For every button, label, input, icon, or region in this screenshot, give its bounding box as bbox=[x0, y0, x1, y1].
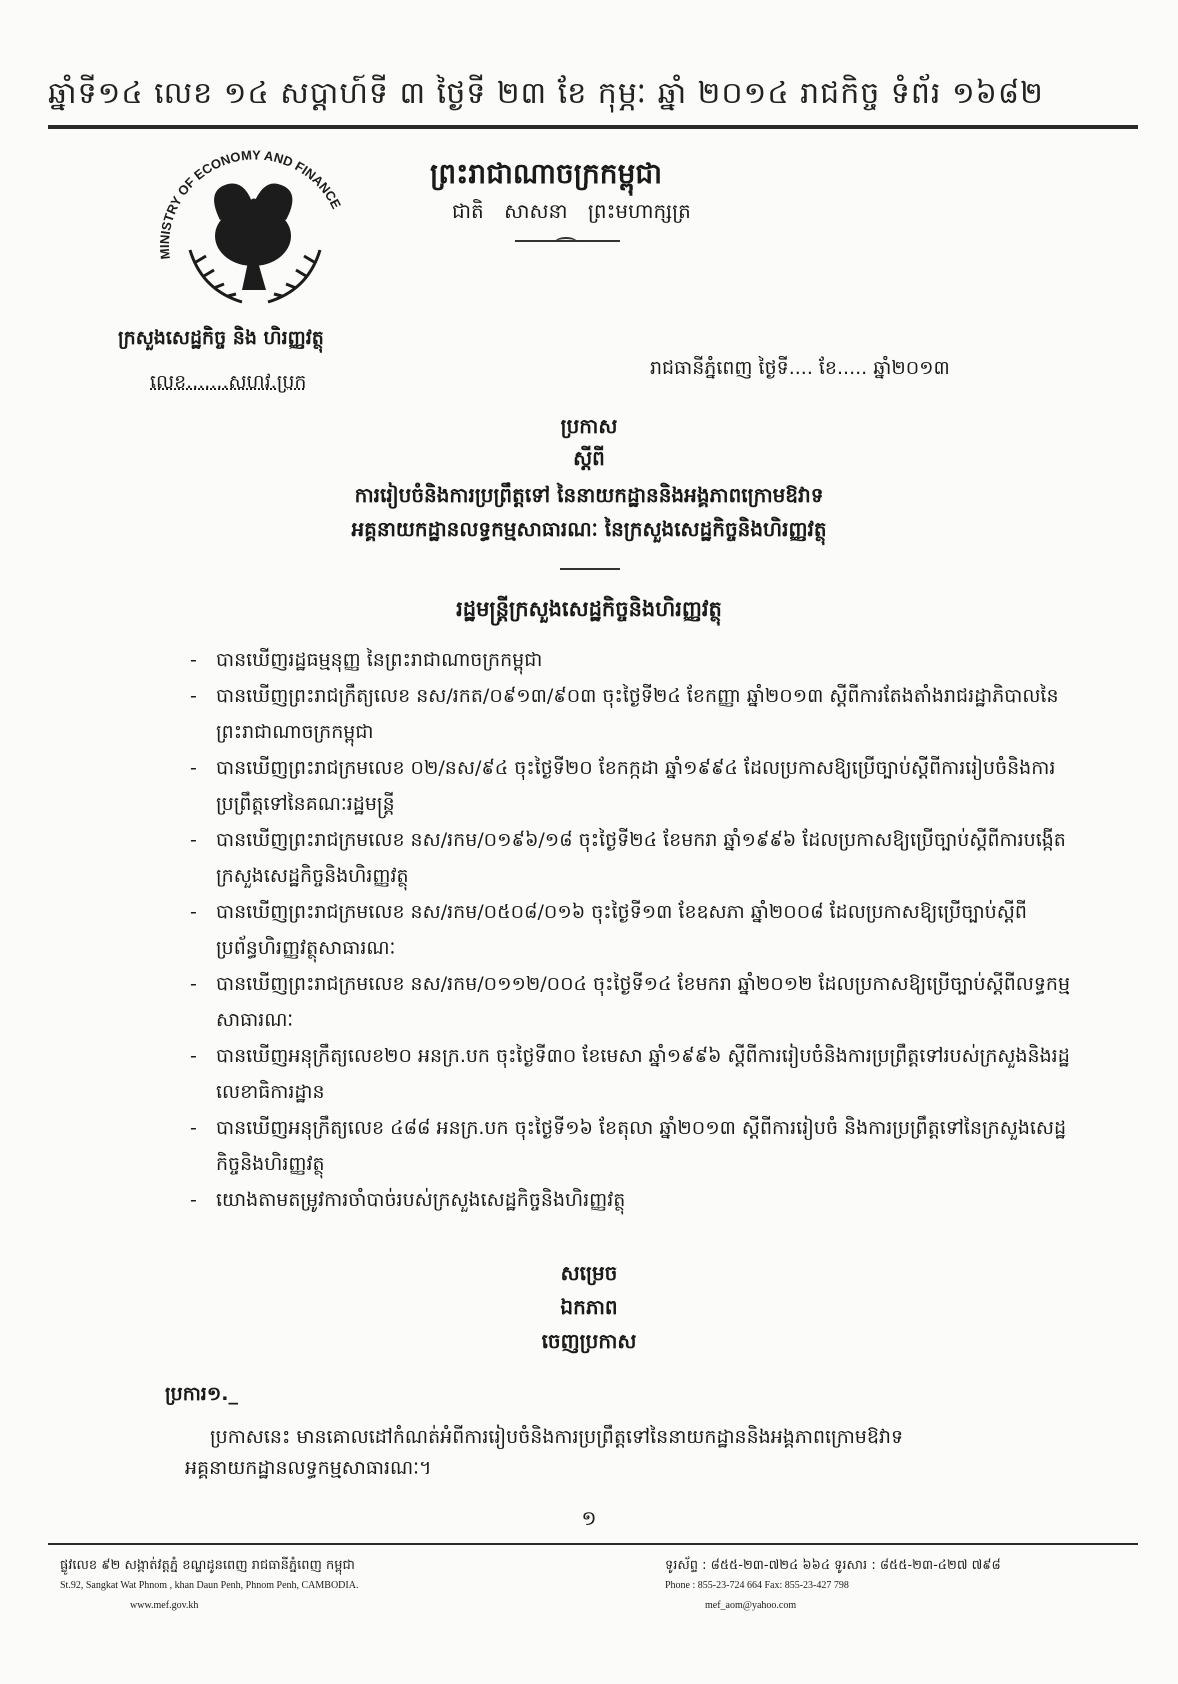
decision-heading: សម្រេច bbox=[560, 1261, 618, 1285]
approval-heading: ឯកភាព bbox=[560, 1295, 618, 1319]
page-number: ១ bbox=[581, 1506, 597, 1530]
preamble-item: - បានឃើញព្រះរាជក្រមលេខ ០២/នស/៩៤ ចុះថ្ងៃទី២០ ខែកក្កដា ឆ្នាំ១៩៩៤ ដែលប្រកាសឱ្យប្រើច្បាប់ស្តីពីការរៀបចំនិងការប្រព្រឹត្តទៅនៃគណៈរដ្ឋមន្ត្រី bbox=[190, 750, 1090, 822]
footer-contact bbox=[665, 1556, 1001, 1616]
subject-line-1: ការរៀបចំនិងការប្រព្រឹត្តទៅ នៃនាយកដ្ឋាននិងអង្គភាពក្រោមឱវាទ bbox=[354, 483, 824, 507]
issuance-heading: ចេញប្រកាស bbox=[541, 1329, 637, 1353]
footer-address-km: ផ្លូវលេខ ៩២ សង្កាត់វត្តភ្នំ ខណ្ឌដូនពេញ រាជធានីភ្នំពេញ កម្ពុជា bbox=[60, 1558, 355, 1573]
preamble-item: - បានឃើញអនុក្រឹត្យលេខ ៤៨៨ អនក្រ.បក ចុះថ្ងៃទី១៦ ខែតុលា ឆ្នាំ២០១៣ ស្តីពីការរៀបចំ និងការប្រព្រឹត្តទៅនៃក្រសួងសេដ្ឋកិច្ចនិងហិរញ្ញវត្ថុ bbox=[190, 1110, 1090, 1182]
seal-text: MINISTRY OF ECONOMY AND FINANCE bbox=[156, 150, 345, 260]
reference-number: លេខ.......សហវ.ប្រក bbox=[150, 371, 307, 393]
footer-phone-en: Phone : 855-23-724 664 Fax: 855-23-427 798 bbox=[665, 1580, 849, 1591]
regarding-label: ស្តីពី bbox=[573, 446, 605, 470]
gazette-header: ឆ្នាំទី១៤ លេខ ១៤ សប្តាហ៍ទី ៣ ថ្ងៃទី ២៣ ខែ កុម្ភៈ ឆ្នាំ ២០១៤ រាជកិច្ច ទំព័រ ១៦៨២ bbox=[48, 76, 1044, 111]
minister-heading: រដ្ឋមន្ត្រីក្រសួងសេដ្ឋកិច្ចនិងហិរញ្ញវត្ថុ bbox=[456, 597, 722, 621]
national-motto: ជាតិ សាសនា ព្រះមហាក្សត្រ bbox=[452, 199, 691, 223]
preamble-item: - បានឃើញព្រះរាជក្រមលេខ នស/រកម/០១៩៦/១៨ ចុះថ្ងៃទី២៤ ខែមករា ឆ្នាំ១៩៩៦ ដែលប្រកាសឱ្យប្រើច្បាប់ស្តីពីការបង្កើតក្រសួងសេដ្ឋកិច្ចនិងហិរញ្ញវត្ថុ bbox=[190, 822, 1090, 894]
ornament-divider bbox=[515, 240, 620, 242]
preamble-list bbox=[190, 642, 1090, 1218]
document-type-title: ប្រកាស bbox=[560, 414, 618, 438]
article-1-label: ប្រការ១._ bbox=[165, 1383, 238, 1405]
header-divider bbox=[48, 125, 1138, 129]
preamble-item: - បានឃើញរដ្ឋធម្មនុញ្ញ នៃព្រះរាជាណាចក្រកម្ពុជា bbox=[190, 642, 1090, 678]
article-1-continuation: អគ្គនាយកដ្ឋានលទ្ធកម្មសាធារណៈ។ bbox=[185, 1457, 432, 1479]
subject-line-2: អគ្គនាយកដ្ឋានលទ្ធកម្មសាធារណៈ នៃក្រសួងសេដ្ឋកិច្ចនិងហិរញ្ញវត្ថុ bbox=[351, 517, 827, 541]
kingdom-title: ព្រះរាជាណាចក្រកម្ពុជា bbox=[430, 157, 663, 190]
article-1-text: ប្រកាសនេះ មានគោលដៅកំណត់អំពីការរៀបចំនិងការប្រព្រឹត្តទៅនៃនាយកដ្ឋាននិងអង្គភាពក្រោមឱវាទ bbox=[210, 1426, 904, 1448]
footer-address-en: St.92, Sangkat Wat Phnom , khan Daun Penh, Phnom Penh, CAMBODIA. bbox=[60, 1580, 359, 1591]
footer-phone-km: ទូរស័ព្ទ : ៨៥៥-២៣-៧២៤ ៦៦៤ ទូរសារ : ៨៥៥-២៣-៤២៧ ៧៩៨ bbox=[665, 1558, 1001, 1573]
ministry-seal bbox=[150, 150, 360, 340]
bird-emblem-icon bbox=[214, 184, 292, 291]
ministry-name: ក្រសួងសេដ្ឋកិច្ច និង ហិរញ្ញវត្ថុ bbox=[118, 327, 324, 349]
preamble-item: - បានឃើញអនុក្រឹត្យលេខ២០ អនក្រ.បក ចុះថ្ងៃទី៣០ ខែមេសា ឆ្នាំ១៩៩៦ ស្តីពីការរៀបចំនិងការប្រព្រឹត្តទៅរបស់ក្រសួងនិងរដ្ឋលេខាធិការដ្ឋាន bbox=[190, 1038, 1090, 1110]
preamble-item: - បានឃើញព្រះរាជក្រឹត្យលេខ នស/រកត/០៩១៣/៩០៣ ចុះថ្ងៃទី២៤ ខែកញ្ញា ឆ្នាំ២០១៣ ស្តីពីការតែងតាំងរាជរដ្ឋាភិបាលនៃព្រះរាជាណាចក្រកម្ពុជា bbox=[190, 678, 1090, 750]
footer-divider bbox=[48, 1543, 1138, 1545]
preamble-item: - យោងតាមតម្រូវការចាំបាច់របស់ក្រសួងសេដ្ឋកិច្ចនិងហិរញ្ញវត្ថុ bbox=[190, 1182, 1090, 1218]
footer-address bbox=[60, 1556, 358, 1616]
footer-website: www.mef.gov.kh bbox=[130, 1600, 199, 1611]
preamble-item: - បានឃើញព្រះរាជក្រមលេខ នស/រកម/០៥០៨/០១៦ ចុះថ្ងៃទី១៣ ខែឧសភា ឆ្នាំ២០០៨ ដែលប្រកាសឱ្យប្រើច្បាប់ស្តីពីប្រព័ន្ធហិរញ្ញវត្ថុសាធារណៈ bbox=[190, 894, 1090, 966]
place-and-date: រាជធានីភ្នំពេញ ថ្ងៃទី.... ខែ..... ឆ្នាំ២០១៣ bbox=[650, 357, 950, 379]
footer-email: mef_aom@yahoo.com bbox=[705, 1600, 797, 1611]
title-separator bbox=[560, 568, 620, 570]
preamble-item: - បានឃើញព្រះរាជក្រមលេខ នស/រកម/០១១២/០០៤ ចុះថ្ងៃទី១៤ ខែមករា ឆ្នាំ២០១២ ដែលប្រកាសឱ្យប្រើច្បាប់ស្តីពីលទ្ធកម្មសាធារណៈ bbox=[190, 966, 1090, 1038]
